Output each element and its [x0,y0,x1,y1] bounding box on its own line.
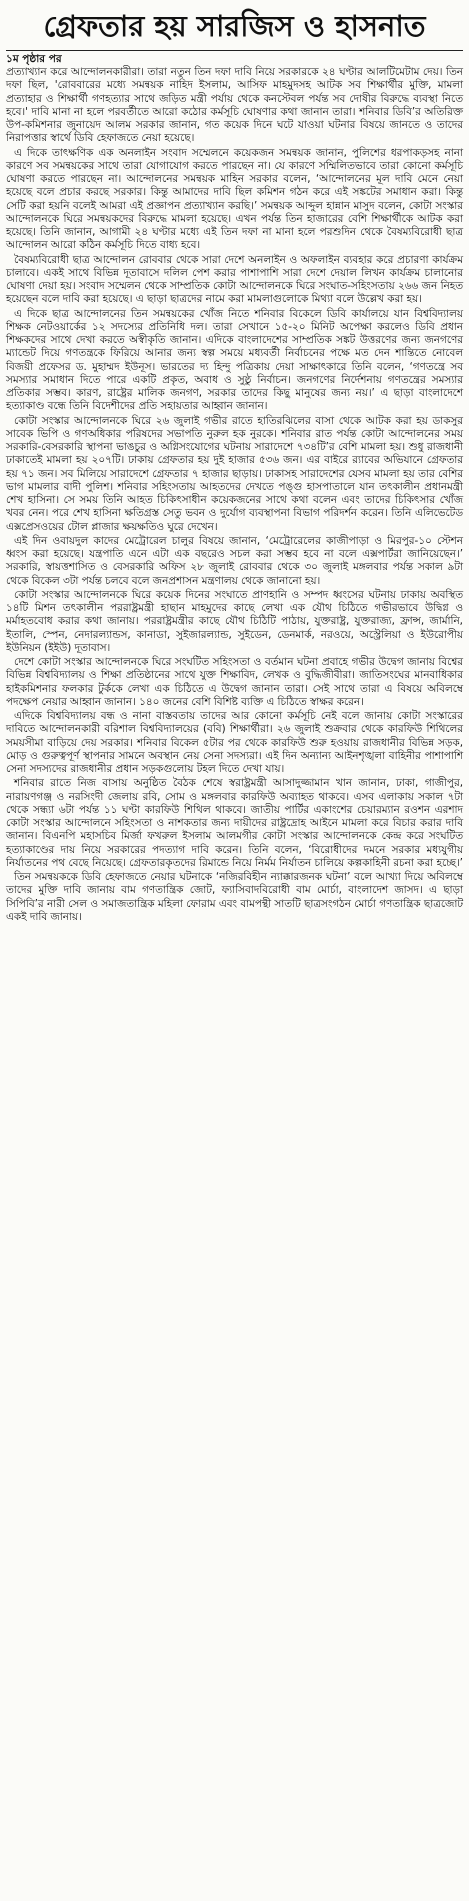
headline: গ্রেফতার হয় সারজিস ও হাসনাত [6,6,463,51]
paragraph: তিন সমন্বয়ককে ডিবি হেফাজতে নেয়ার ঘটনাকে ‘নজিরবিহীন ন্যাক্কারজনক ঘটনা’ বলে আখ্যা দিয়ে অবিলম্বে তাদের মুক্তি দাবি জানায় বাম গণতান্ত্রিক জোট, ফ্যাসিবাদবিরোধী বাম মোর্চা, বাংলাদেশ জাসদ। এ ছাড়া সিপিবি’র নারী সেল ও সমাজতান্ত্রিক মহিলা ফোরাম এবং বামপন্থী সাতটি ছাত্রসংগঠন মোর্চা গণতান্ত্রিক ছাত্রজোট একই দাবি জানায়। [6,871,463,923]
paragraph: এই দিন ওবায়দুল কাদের মেট্রোরেল চালুর বিষয়ে জানান, ‘মেট্রোরেলের কাজীপাড়া ও মিরপুর-১০ স্টেশন ধ্বংস করা হয়েছে। যন্ত্রপাতি এনে এটা এক বছরেও সচল করা সম্ভব হবে না বলে এক্সপার্টরা জানিয়েছেন।’ সরকারি, স্বায়ত্তশাসিত ও বেসরকারি অফিস ২৮ জুলাই রোববার থেকে ৩০ জুলাই মঙ্গলবার পর্যন্ত সকাল ৯টা থেকে বিকেল ৩টা পর্যন্ত চলবে বলে জনপ্রশাসন মন্ত্রণালয় থেকে জানানো হয়। [6,534,463,587]
paragraph: কোটা সংস্কার আন্দোলনকে ঘিরে ২৬ জুলাই গভীর রাতে হাতিরঝিলের বাসা থেকে আটক করা হয় ডাকসুর সাবেক ভিপি ও গণঅধিকার পরিষদের সভাপতি নুরুল হক নুরকে। শনিবার রাত পর্যন্ত কোটা আন্দোলনের সময় সরকারি-বেসরকারি স্থাপনা ভাঙচুর ও অগ্নিসংযোগের ঘটনায় সারাদেশে ৭৩৪টি’র বেশি মামলা হয়। শুধু রাজধানী ঢাকাতেই মামলা হয় ২০৭টি। ঢাকায় গ্রেফতার হয় দুই হাজার ৫৩৬ জন। এর বাইরে র‌্যাবের অভিযানে গ্রেফতার হয় ৭১ জন। সব মিলিয়ে সারাদেশে গ্রেফতার ৭ হাজার ছাড়ায়। ঢাকাসহ সারাদেশের যেসব মামলা হয় তার বেশির ভাগ মামলার বাদী পুলিশ। শনিবার সহিংসতায় আহতদের দেখতে পঙ্গু হাসপাতালে যান তৎকালীন প্রধানমন্ত্রী শেখ হাসিনা। সে সময় তিনি আহত চিকিৎসাধীন কয়েকজনের সাথে কথা বলেন এবং তাদের চিকিৎসার খোঁজ খবর নেন। পরে শেখ হাসিনা ক্ষতিগ্রস্ত সেতু ভবন ও দুর্যোগ ব্যবস্থাপনা বিভাগ পরিদর্শন করেন। তিনি এলিভেটেড এক্সপ্রেসওয়ের টোল প্লাজার ক্ষয়ক্ষতিও ঘুরে দেখেন। [6,414,463,533]
continuation-label: ১ম পৃষ্ঠার পর [6,53,62,65]
paragraph: দেশে কোটা সংস্কার আন্দোলনকে ঘিরে সংঘটিত সহিংসতা ও বর্তমান ঘটনা প্রবাহে গভীর উদ্বেগ জানায় বিশ্বের বিভিন্ন বিশ্ববিদ্যালয় ও শিক্ষা প্রতিষ্ঠানের সাথে যুক্ত শিক্ষাবিদ, লেখক ও বুদ্ধিজীবীরা। জাতিসংঘের মানবাধিকার হাইকমিশনার ফলকার টুর্ককে লেখা এক চিঠিতে এ উদ্বেগ জানান তারা। সেই সাথে তারা এ বিষয়ে অবিলম্বে পদক্ষেপ নেয়ার আহ্বান জানান। ১৪০ জনের বেশি বিশিষ্ট ব্যক্তি এ চিঠিতে স্বাক্ষর করেন। [6,656,463,708]
article-body [6,66,463,924]
paragraph: বৈষম্যবিরোধী ছাত্র আন্দোলন রোববার থেকে সারা দেশে অনলাইন ও অফলাইন ব্যবহার করে প্রচারণা কার্যক্রম চালাবে। একই সাথে বিভিন্ন দূতাবাসে দলিল পেশ করার পাশাপাশি সারা দেশে দেয়াল লিখন কার্যক্রম চালানোর ঘোষণা দেয়া হয়। সংবাদ সম্মেলন থেকে সাম্প্রতিক কোটা আন্দোলনকে ঘিরে সংঘাত-সহিংসতায় ২৬৬ জন নিহত হয়েছেন বলে দাবি করা হয়েছে। এ ছাড়া ছাত্রদের নামে করা মামলাগুলোকে মিথ্যা বলে উল্লেখ করা হয়। [6,253,463,306]
paragraph: প্রত্যাখ্যান করে আন্দোলনকারীরা। তারা নতুন তিন দফা দাবি নিয়ে সরকারকে ২৪ ঘণ্টার আলটিমেটাম দেয়। তিন দফা ছিল, 'রোববারের মধ্যে সমন্বয়ক নাহিদ ইসলাম, আসিফ মাহমুদসহ আটক সব শিক্ষার্থীর মুক্তি, মামলা প্রত্যাহার ও শিক্ষার্থী গণহত্যার সাথে জড়িত মন্ত্রী পর্যায় থেকে কনস্টেবল পর্যন্ত সব দোষীর বিরুদ্ধে ব্যবস্থা নিতে হবে।' দাবি মানা না হলে পরবর্তীতে আরো কঠোর কর্মসূচি ঘোষণার কথা জানান তারা। শনিবার ডিবি’র অতিরিক্ত উপ-কমিশনার জুনায়েদ আলম সরকার জানান, গত কয়েক দিনে ঘটে যাওয়া ঘটনার বিষয়ে জানতে ও তাদের নিরাপত্তার স্বার্থে ডিবি হেফাজতে নেয়া হয়েছে। [6,66,463,145]
paragraph: শনিবার রাতে নিজ বাসায় অনুষ্ঠিত বৈঠক শেষে স্বরাষ্ট্রমন্ত্রী আসাদুজ্জামান খান জানান, ঢাকা, গাজীপুর, নারায়ণগঞ্জ ও নরসিংদী জেলায় রবি, সোম ও মঙ্গলবার কারফিউ অব্যাহত থাকবে। এসব এলাকায় সকাল ৭টা থেকে সন্ধ্যা ৬টা পর্যন্ত ১১ ঘণ্টা কারফিউ শিথিল থাকবে। জাতীয় পার্টির একাংশের চেয়ারম্যান রওশন এরশাদ কোটা সংস্কার আন্দোলনে সহিংসতা ও নাশকতার জন্য দায়ীদের রাষ্ট্রদ্রোহ আইনে মামলা করে বিচার করার দাবি জানান। বিএনপি মহাসচিব মির্জা ফখরুল ইসলাম আলমগীর কোটা সংস্কার আন্দোলনকে কেন্দ্র করে সংঘটিত হত্যাকাণ্ডের দায় নিয়ে সরকারের পদত্যাগ দাবি করেন। তিনি বলেন, ‘বিরোধীদের দমনে সরকার মধ্যযুগীয় নির্যাতনের পথ বেছে নিয়েছে। গ্রেফতারকৃতদের রিমান্ডে নিয়ে নির্মম নির্যাতন চালিয়ে কল্পকাহিনী রচনা করা হচ্ছে।’ [6,777,463,869]
paragraph: এ দিকে তাৎক্ষণিক এক অনলাইন সংবাদ সম্মেলনে কয়েকজন সমন্বয়ক জানান, পুলিশের ধরপাকড়সহ নানা কারণে সব সমন্বয়কের সাথে তারা যোগাযোগ করতে পারছেন না। যে কারণে সম্মিলিতভাবে তারা কোনো কর্মসূচি ঘোষণা করতে পারছেন না। আন্দোলনের সমন্বয়ক মাহিন সরকার বলেন, ‘আন্দোলনের মূল দাবি মেনে নেয়া হয়েছে বলে প্রচার করছে সরকার। কিন্তু আমাদের দাবি ছিল কমিশন গঠন করে এই সঙ্কটের সমাধান করা। কিন্তু সেটি করা হয়নি বলেই আমরা এই প্রজ্ঞাপন প্রত্যাখ্যান করছি।’ সমন্বয়ক আব্দুল হান্নান মাসুদ বলেন, কোটা সংস্কার আন্দোলনকে ঘিরে সমন্বয়কদের বিরুদ্ধে মামলা হয়েছে। এখন পর্যন্ত তিন হাজারের বেশি শিক্ষার্থীকে আটক করা হয়েছে। তিনি জানান, আগামী ২৪ ঘণ্টার মধ্যে এই তিন দফা না মানা হলে পরশুদিন থেকে বৈষম্যবিরোধী ছাত্র আন্দোলন আরো কঠিন কর্মসূচি দিতে বাধ্য হবে। [6,146,463,252]
paragraph: কোটা সংস্কার আন্দোলনকে ঘিরে কয়েক দিনের সংঘাতে প্রাণহানি ও সম্পদ ধ্বংসের ঘটনায় ঢাকায় অবস্থিত ১৪টি মিশন তৎকালীন পররাষ্ট্রমন্ত্রী হাছান মাহমুদের কাছে লেখা এক যৌথ চিঠিতে গভীরভাবে উদ্বিগ্ন ও মর্মাহতবোধ করার কথা জানায়। পররাষ্ট্রমন্ত্রীর কাছে যৌথ চিঠিটি পাঠায়, যুক্তরাষ্ট্র, যুক্তরাজ্য, ফ্রান্স, জার্মানি, ইতালি, স্পেন, নেদারল্যান্ডস, কানাডা, সুইজারল্যান্ড, সুইডেন, ডেনমার্ক, নরওয়ে, অস্ট্রেলিয়া ও ইউরোপীয় ইউনিয়ন (ইইউ) দূতাবাস। [6,588,463,654]
paragraph: এদিকে বিশ্ববিদ্যালয় বন্ধ ও নানা বাস্তবতায় তাদের আর কোনো কর্মসূচি নেই বলে জানায় কোটা সংস্কারের দাবিতে আন্দোলনকারী বরিশাল বিশ্ববিদ্যালয়ের (ববি) শিক্ষার্থীরা। ২৬ জুলাই শুক্রবার থেকে কারফিউ শিথিলের সময়সীমা বাড়িয়ে দেয় সরকার। শনিবার বিকেল ৫টার পর থেকে কারফিউ শুরু হওয়ায় রাজধানীর বিভিন্ন সড়ক, মোড় ও গুরুত্বপূর্ণ স্থাপনার সামনে অবস্থান নেয় সেনা সদস্যরা। এই দিন অন্যান্য আইনশৃঙ্খলা বাহিনীর পাশাপাশি সেনা সদস্যদের রাজধানীর প্রধান সড়কগুলোয় টহল দিতে দেখা যায়। [6,710,463,775]
paragraph: এ দিকে ছাত্র আন্দোলনের তিন সমন্বয়কের খোঁজ নিতে শনিবার বিকেলে ডিবি কার্যালয়ে যান বিশ্ববিদ্যালয় শিক্ষক নেটওয়ার্কের ১২ সদস্যের প্রতিনিধি দল। তারা সেখানে ১৫-২০ মিনিট অপেক্ষা করলেও ডিবি প্রধান শিক্ষকদের সাথে দেখা করতে অস্বীকৃতি জানান। এদিকে বাংলাদেশের সাম্প্রতিক সঙ্কট উত্তরণের জন্য জনগণের ম্যান্ডেট দিয়ে গণতন্ত্রকে ফিরিয়ে আনার জন্য স্বল্প সময়ে মধ্যবর্তী নির্বাচনের পক্ষে মত দেন শান্তিতে নোবেল বিজয়ী প্রফেসর ড. মুহাম্মদ ইউনূস। ভারতের দ্য হিন্দু পত্রিকায় দেয়া সাক্ষাৎকারে তিনি বলেন, ‘গণতন্ত্রে সব সমস্যার সমাধান দিতে পারে একটি প্রকৃত, অবাধ ও সুষ্ঠু নির্বাচন। জনগণের নির্দেশনায় গণতন্ত্রের সমস্যার প্রতিকার সম্ভব। কারণ, রাষ্ট্রের মালিক জনগণ, সরকার তাদের কিছু মানুষের জন্য নয়।’ এ ছাড়া বাংলাদেশে হত্যাকাণ্ড বন্ধে তিনি বিদেশীদের প্রতি সহায়তার আহ্বান জানান। [6,307,463,413]
